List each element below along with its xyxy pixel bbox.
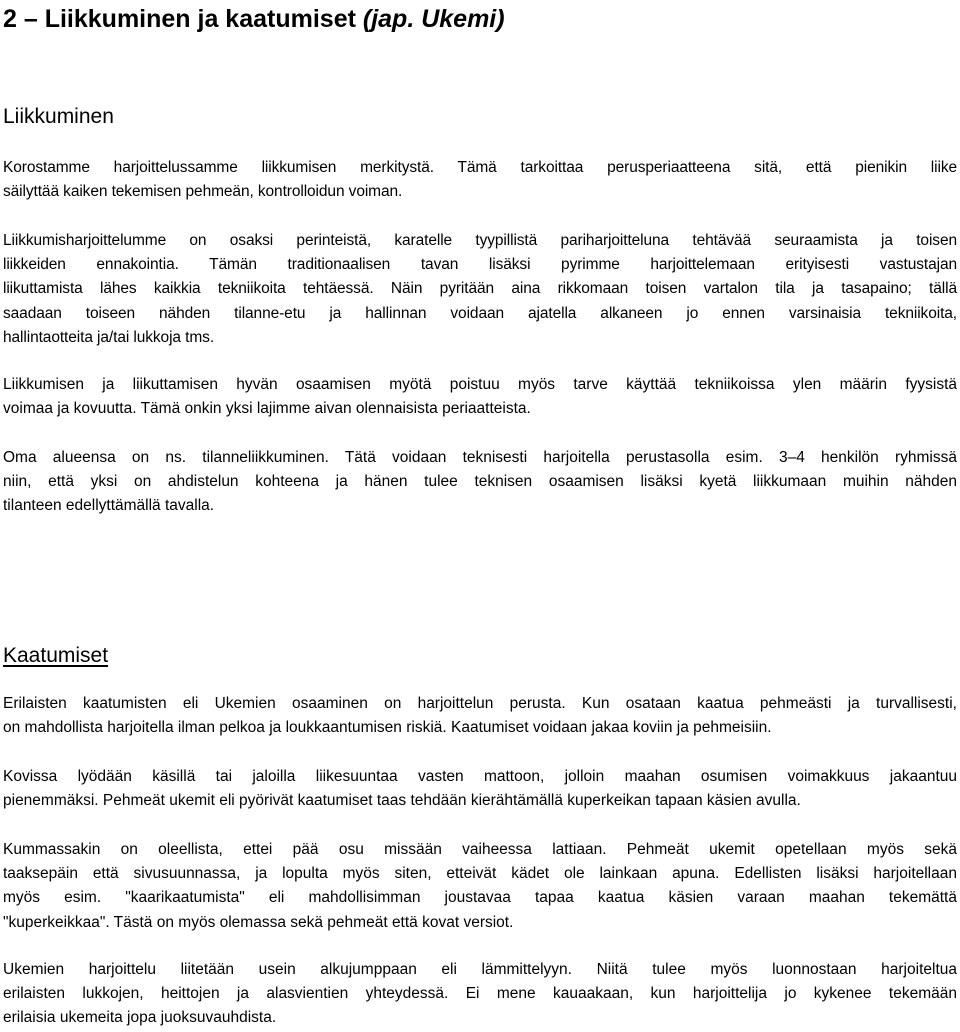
paragraph: [3, 765, 957, 813]
text-line: Liikkumisen ja liikuttamisen hyvän osaamisen myötä poistuu myös tarve käyttää tekniikoissa ylen määrin fyysistä: [3, 376, 957, 393]
paragraph: [3, 446, 957, 519]
document-title: [3, 2, 505, 36]
text-line: erilaisten lukkojen, heittojen ja alasvientien yhteydessä. Ei mene kauaakaan, kun harjoittelija jo kykenee tekemään: [3, 985, 957, 1003]
text-line: Oma alueensa on ns. tilanneliikkuminen. Tätä voidaan teknisesti harjoitella perustasolla esim. 3–4 henkilön ryhmissä: [3, 449, 957, 466]
text-line: Liikkumisharjoittelumme on osaksi perinteistä, karatelle tyypillistä pariharjoitteluna tehtävää seuraamista ja toisen: [3, 232, 957, 249]
paragraph: [3, 229, 957, 350]
text-line: säilyttää kaiken tekemisen pehmeän, kontrolloidun voiman.: [3, 183, 403, 201]
text-line: erilaisia ukemeita jopa juoksuvauhdista.: [3, 1009, 277, 1027]
text-line: Kummassakin on oleellista, ettei pää osu missään vaiheessa lattiaan. Pehmeät ukemit opetellaan myös sekä: [3, 841, 957, 858]
text-line: hallintaotteita ja/tai lukkoja tms.: [3, 328, 215, 346]
text-line: Ukemien harjoittelu liitetään usein alkujumppaan eli lämmittelyyn. Niitä tulee myös luonnostaan harjoiteltua: [3, 961, 957, 978]
text-line: Korostamme harjoittelussamme liikkumisen merkitystä. Tämä tarkoittaa perusperiaatteena sitä, että pienikin liike: [3, 159, 957, 176]
text-line: saadaan toiseen nähden tilanne-etu ja hallinnan voidaan ajatella alkaneen jo ennen varsinaisia tekniikoita,: [3, 304, 957, 322]
text-line: "kuperkeikkaa". Tästä on myös olemassa sekä pehmeät että kovat versiot.: [3, 913, 514, 931]
text-line: myös esim. "kaarikaatumista" eli mahdollisimman joustavaa tapaa kaatua käsien varaan maahan tekemättä: [3, 889, 957, 907]
paragraph: [3, 958, 957, 1031]
section-heading-kaatumiset: Kaatumiset: [3, 644, 109, 667]
section-heading-liikkuminen: Liikkuminen: [3, 105, 114, 128]
paragraph: [3, 156, 957, 204]
text-line: taaksepäin että sivusuunnassa, ja lopulta myös siten, etteivät kädet ole lainkaan apuna. Edellisten lisäksi harjoitellaan: [3, 865, 957, 883]
text-line: liikkeiden ennakointia. Tämän traditionaalisen tavan lisäksi pyrimme harjoittelemaan erityisesti vastustajan: [3, 256, 957, 274]
paragraph: [3, 692, 957, 740]
title-italic: (jap. Ukemi): [362, 5, 505, 33]
text-line: Erilaisten kaatumisten eli Ukemien osaaminen on harjoittelun perusta. Kun osataan kaatua pehmeästi ja turvallisesti,: [3, 695, 957, 712]
paragraph: [3, 373, 957, 421]
text-line: liikuttamista lähes kaikkia tekniikoita tehtäessä. Näin pyritään aina rikkomaan toisen vartalon tila ja tasapaino; tällä: [3, 280, 957, 298]
paragraph: [3, 838, 957, 935]
text-line: pienemmäksi. Pehmeät ukemit eli pyörivät kaatumiset taas tehdään kierähtämällä kuperkeikan tapaan käsien avulla.: [3, 792, 801, 810]
text-line: voimaa ja kovuutta. Tämä onkin yksi lajimme aivan olennaisista periaatteista.: [3, 400, 531, 418]
text-line: Kovissa lyödään käsillä tai jaloilla liikesuuntaa vasten mattoon, jolloin maahan osumisen voimakkuus jakaantuu: [3, 768, 957, 785]
text-line: on mahdollista harjoitella ilman pelkoa ja loukkaantumisen riskiä. Kaatumiset voidaan jakaa koviin ja pehmeisiin.: [3, 719, 772, 737]
title-main: 2 – Liikkuminen ja kaatumiset: [3, 5, 363, 33]
text-line: niin, että yksi on ahdistelun kohteena ja hänen tulee teknisen osaamisen lisäksi kyetä liikkumaan muihin nähden: [3, 473, 957, 491]
text-line: tilanteen edellyttämällä tavalla.: [3, 497, 215, 515]
